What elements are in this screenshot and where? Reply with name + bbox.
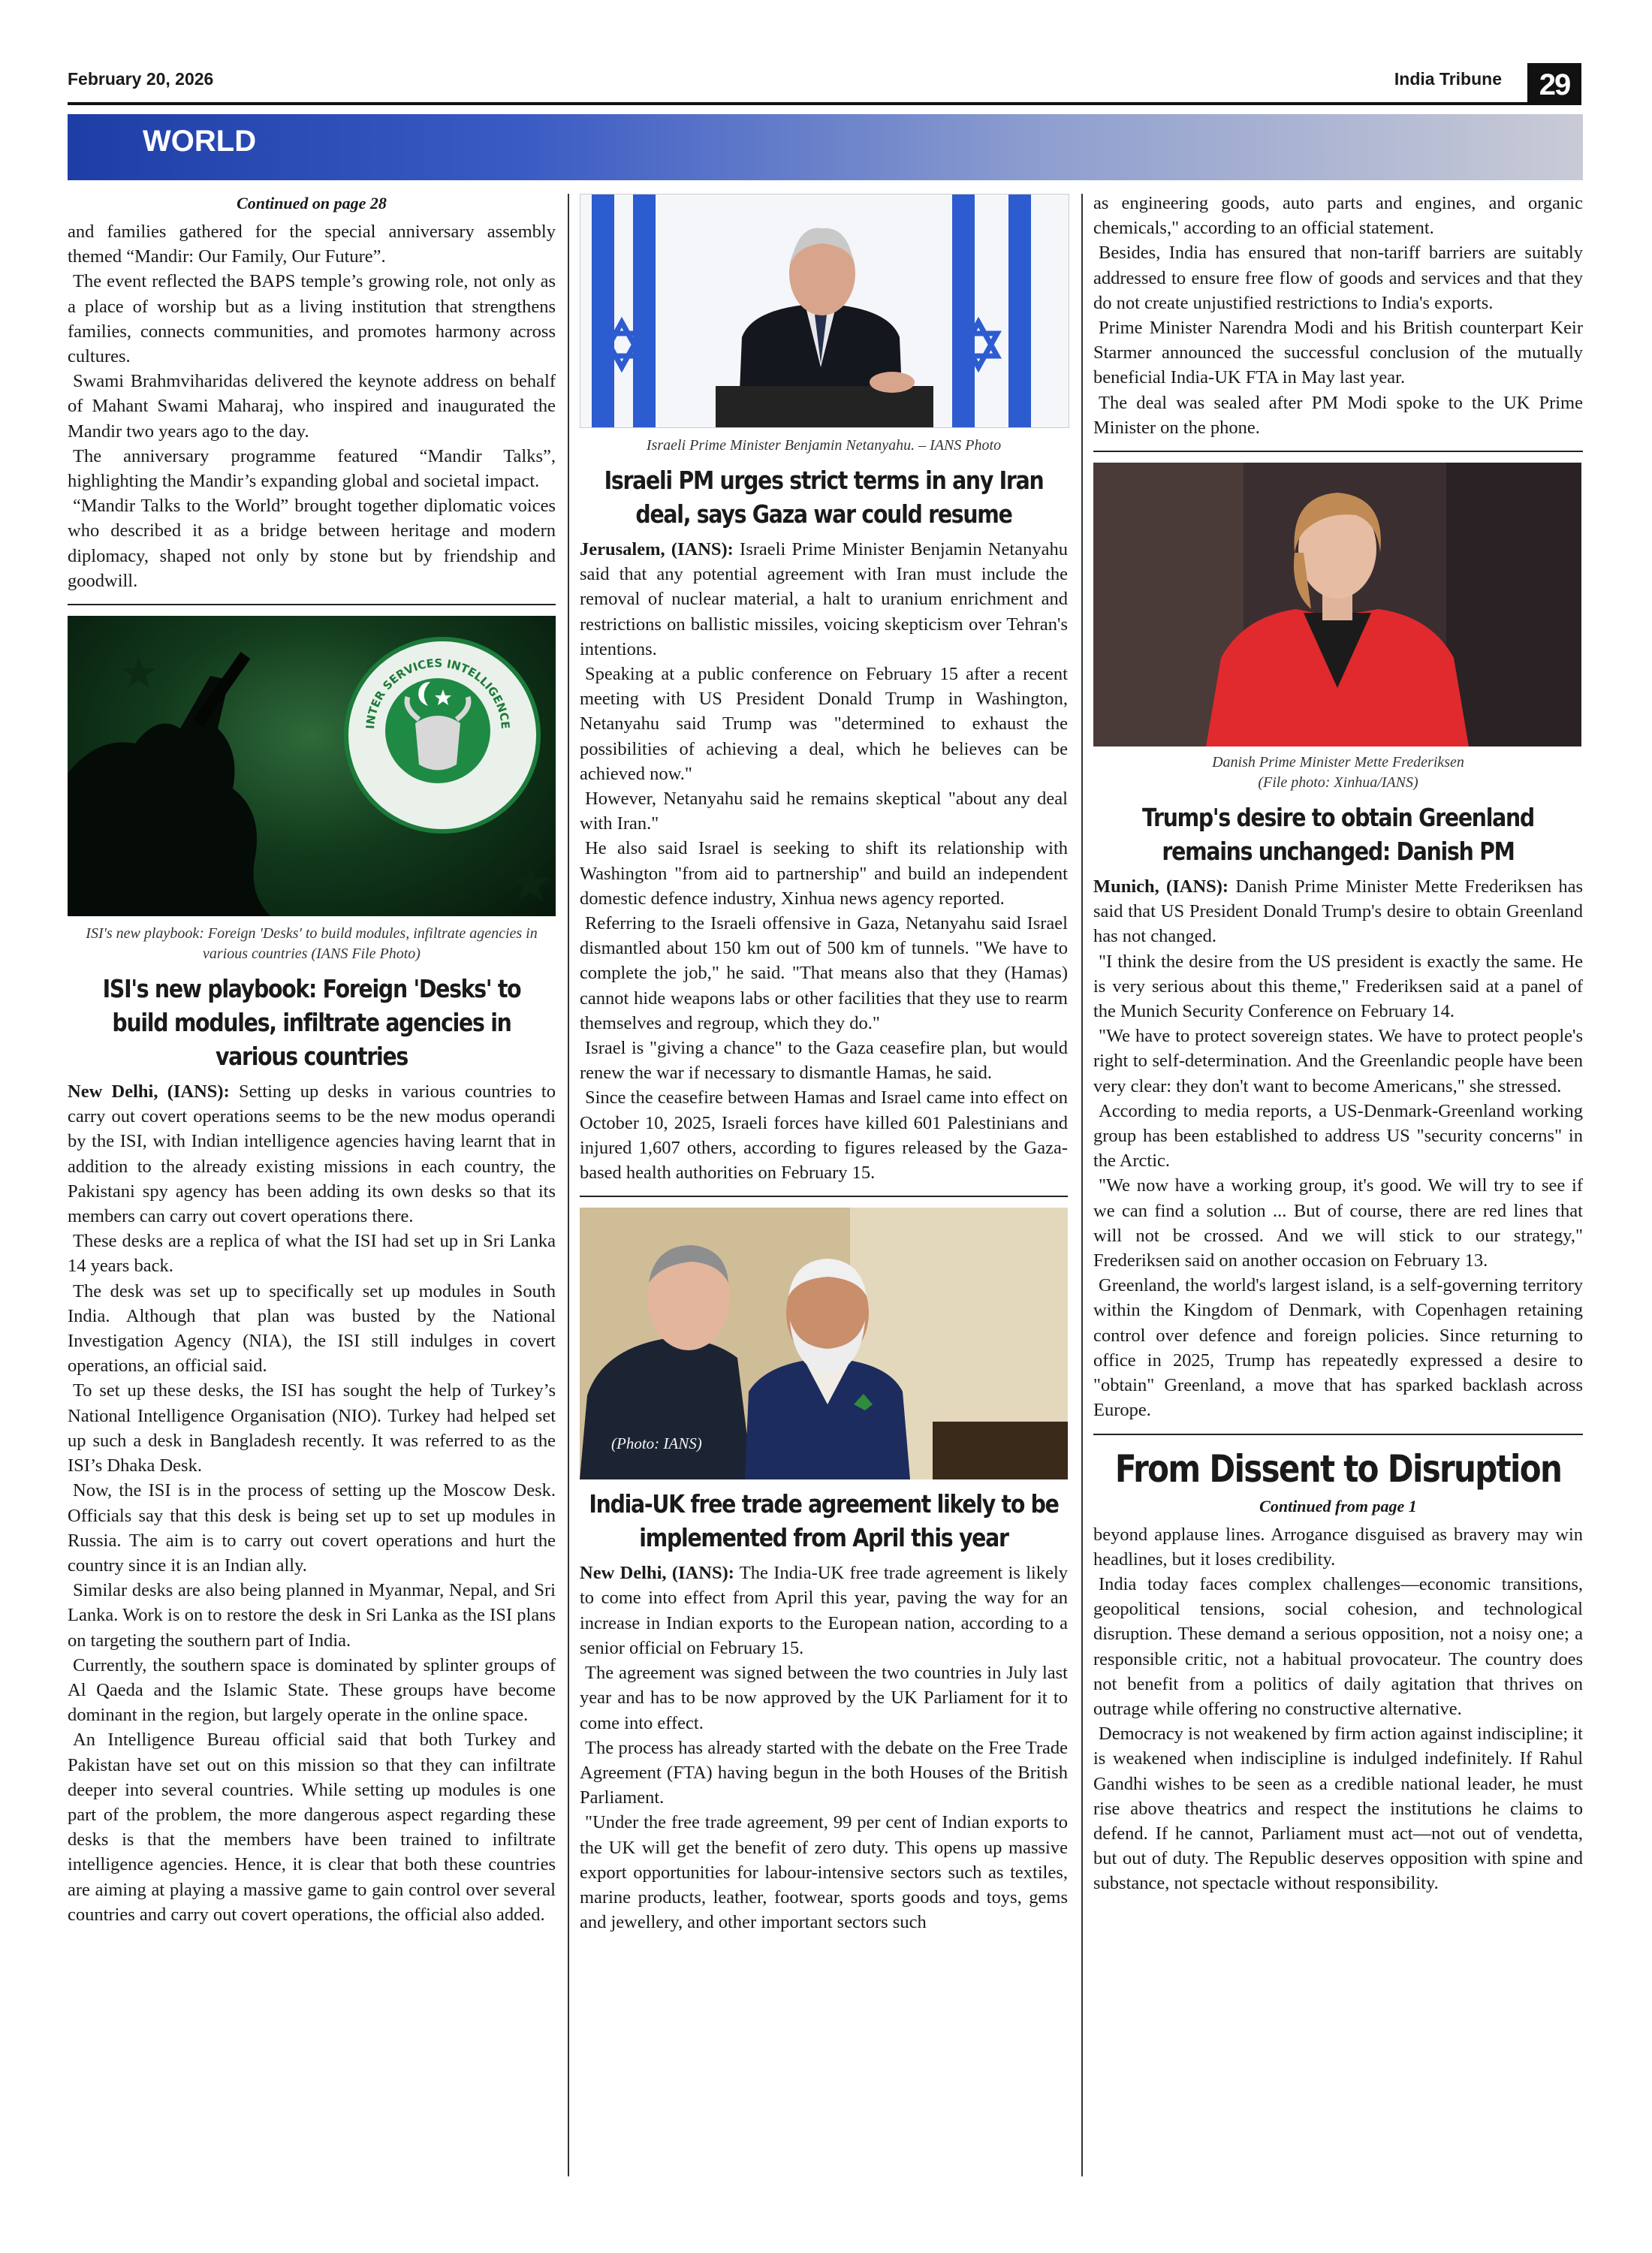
paragraph: The process has already started with the debate on the Free Trade Agreement (FTA) having begun in the both Houses of the British Parliament. (580, 1737, 1068, 1808)
header-rule (68, 102, 1527, 105)
paragraph: Besides, India has ensured that non-tariff barriers are suitably addressed to ensure free flow of goods and services and that they do not create unjustified restrictions to India's exports. (1093, 243, 1583, 313)
article-divider (580, 1196, 1068, 1197)
lead-text: Setting up desks in various countries to carry out covert operations seems to be the new modus operandi by the ISI, with Indian intelligence agencies having learnt that in addition to the already existing missions in each country, the Pakistani spy agency has been adding its own desks so that its members can carry out covert operations there. (68, 1081, 556, 1227)
paragraph: The deal was sealed after PM Modi spoke to the UK Prime Minister on the phone. (1093, 392, 1583, 438)
lead-text: The India-UK free trade agreement is likely to come into effect from April this year, paving the way for an increase in Indian exports to the European nation, according to a senior official on February 15. (580, 1563, 1069, 1658)
netanyahu-photo-caption: Israeli Prime Minister Benjamin Netanyahu. – IANS Photo (646, 437, 1002, 454)
issue-date: February 20, 2026 (68, 69, 214, 89)
paragraph: Currently, the southern space is dominated by splinter groups of Al Qaeda and the Islamic State. These groups have become dominant in the region, but largely operate in the online space. (68, 1654, 556, 1726)
paragraph: Now, the ISI is in the process of setting up the Moscow Desk. Officials say that this desk is being set up to set up modules in Russia. The aim is to carry out covert operations and hurt the country since it is an Indian ally. (68, 1480, 556, 1576)
paragraph: Prime Minister Narendra Modi and his British counterpart Keir Starmer announced the successful conclusion of the mutually beneficial India-UK FTA in May last year. (1093, 318, 1583, 388)
page-number: 29 (1527, 63, 1581, 105)
column-middle (580, 194, 1068, 1935)
paragraph: Speaking at a public conference on February 15 after a recent meeting with US President Donald Trump in Washington, Netanyahu said Trump was "determined to exhaust the possibilities of achieving a deal, which he believes can be achieved now." (580, 664, 1068, 784)
paragraph: He also said Israel is seeking to shift its relationship with Washington "from aid to partnership" and build an independent domestic defence industry, Xinhua news agency reported. (580, 838, 1068, 909)
paragraph: To set up these desks, the ISI has sought the help of Turkey’s National Intelligence Organisation (NIO). Turkey had helped set up such a desk in Bangladesh recently. It was referred to as the ISI’s Dhaka Desk. (68, 1380, 556, 1476)
fta-lead-paragraph (580, 1561, 1068, 1660)
paragraph: as engineering goods, auto parts and engines, and organic chemicals," according to an official statement. (1093, 193, 1583, 239)
paragraph: However, Netanyahu said he remains skeptical "about any deal with Iran." (580, 789, 1068, 834)
paragraph: India today faces complex challenges—economic transitions, geopolitical tensions, social cohesion, and technological disruption. These demand a serious opposition, not a noisy one; a responsible critic, not a habitual provocateur. The country does not benefit from a politics of daily agitation that thrives on outrage while offering no constructive alternative. (1093, 1573, 1583, 1719)
paragraph: According to media reports, a US-Denmark-Greenland working group has been established to address US "security concerns" in the Arctic. (1093, 1100, 1583, 1172)
continued-note: Continued on page 28 (237, 194, 387, 213)
article-divider (1093, 451, 1583, 452)
paragraph: Greenland, the world's largest island, is a self-governing territory within the Kingdom of Denmark, with Copenhagen retaining control over defence and foreign policies. Since returning to office in 2025, Trump has repeatedly expressed a desire to "obtain" Greenland, a move that has sparked backlash across Europe. (1093, 1275, 1583, 1421)
paragraph: Referring to the Israeli offensive in Gaza, Netanyahu said Israel dismantled about 150 km out of 500 km of tunnels. "We have to complete the job," he said. "That means also that they (Hamas) cannot hide weapons labs or other facilities that they use to rearm themselves and regroup, which they do." (580, 913, 1068, 1033)
article-divider (1093, 1434, 1583, 1435)
israel-lead-paragraph (580, 537, 1068, 662)
modi-starmer-photo (580, 1208, 1068, 1479)
dateline: New Delhi, (IANS): (580, 1563, 734, 1584)
lead-text: Israeli Prime Minister Benjamin Netanyahu said that any potential agreement with Iran must include the removal of nuclear material, a halt to uranium enrichment and restrictions on ballistic missiles, voicing skepticism over Tehran's intentions. (580, 539, 1068, 659)
isi-photo (68, 616, 556, 916)
section-title: WORLD (143, 125, 257, 158)
paragraph: The anniversary programme featured “Mandir Talks”, highlighting the Mandir’s expanding global and societal impact. (68, 445, 556, 492)
dissent-headline: From Dissent to Disruption (1114, 1446, 1562, 1491)
isi-lead-paragraph (68, 1079, 556, 1229)
column-divider (568, 194, 569, 2176)
paragraph: The desk was set up to specifically set up modules in South India. Although that plan was busted by the National Investigation Agency (NIA), the ISI still indulges in covert operations, an official said. (68, 1280, 556, 1377)
isi-photo-caption: ISI's new playbook: Foreign 'Desks' to build modules, infiltrate agencies in various countries (IANS File Photo) (86, 925, 538, 963)
column-left (68, 194, 556, 1927)
photo-credit: (Photo: IANS) (611, 1434, 702, 1453)
paragraph: and families gathered for the special anniversary assembly themed “Mandir: Our Family, Our Future”. (68, 222, 556, 267)
column-right (1093, 191, 1583, 1896)
paragraph: Democracy is not weakened by firm action against indiscipline; it is weakened when indiscipline is indulged indefinitely. If Rahul Gandhi wishes to be seen as a credible national leader, he must rise above theatrics and respect the institutions he claims to defend. If he cannot, Parliament must act—not out of vendetta, but out of duty. The Republic deserves opposition with spine and substance, not spectacle without responsibility. (1093, 1724, 1583, 1894)
paragraph: An Intelligence Bureau official said that both Turkey and Pakistan have set out on this mission so that they can infiltrate deeper into several countries. While setting up modules is one part of the problem, the more dangerous aspect regarding these desks is that the members have been trained to infiltrate intelligence agencies. Hence, it is clear that both these countries are aiming at playing a massive game to gain control over several countries and carry out covert operations, the official also added. (68, 1730, 556, 1925)
paragraph: "We have to protect sovereign states. We have to protect people's right to self-determination. And the Greenlandic people have been very clear: they don't want to become Americans," she stressed. (1093, 1026, 1583, 1096)
caption-line: (File photo: Xinhua/IANS) (1258, 774, 1418, 792)
column-divider (1081, 194, 1083, 2176)
svg-text:★: ★ (507, 852, 554, 915)
paragraph: "Under the free trade agreement, 99 per cent of Indian exports to the UK will get the benefit of zero duty. This opens up massive export opportunities for labour-intensive sectors such as textiles, marine products, leather, footwear, sports goods and toys, gems and jewellery, and other important sectors such (580, 1812, 1068, 1933)
dateline: Jerusalem, (IANS): (580, 539, 734, 559)
article-divider (68, 604, 556, 605)
greenland-lead-paragraph (1093, 874, 1583, 949)
section-band (68, 114, 1583, 180)
greenland-headline: Trump's desire to obtain Greenland remains unchanged: Danish PM (1142, 803, 1534, 867)
isi-headline: ISI's new playbook: Foreign 'Desks' to build modules, infiltrate agencies in various countries (102, 974, 521, 1072)
dateline: Munich, (IANS): (1093, 876, 1229, 897)
paragraph: “Mandir Talks to the World” brought together diplomatic voices who described it as a bridge between heritage and modern diplomacy, shaped not only by stone but by friendship and goodwill. (68, 496, 556, 591)
netanyahu-photo (580, 194, 1069, 428)
publication-name: India Tribune (1394, 69, 1502, 89)
fta-headline: India-UK free trade agreement likely to be implemented from April this year (589, 1489, 1059, 1553)
paragraph: Israel is "giving a chance" to the Gaza ceasefire plan, but would renew the war if necessary to dismantle Hamas, he said. (580, 1038, 1068, 1084)
paragraph: The agreement was signed between the two countries in July last year and has to be now approved by the UK Parliament for it to come into effect. (580, 1663, 1068, 1733)
frederiksen-photo (1093, 463, 1581, 746)
isi-emblem (344, 637, 541, 834)
paragraph: "We now have a working group, it's good. We will try to see if we can find a solution ... But of course, there are red lines that will not be crossed. And we will stick to our strategy," Frederiksen said on another occasion on February 13. (1093, 1175, 1583, 1271)
paragraph: These desks are a replica of what the ISI had set up in Sri Lanka 14 years back. (68, 1231, 556, 1277)
paragraph: Similar desks are also being planned in Myanmar, Nepal, and Sri Lanka. Work is on to restore the desk in Sri Lanka as the ISI plans on targeting the southern part of India. (68, 1580, 556, 1651)
caption-line: Danish Prime Minister Mette Frederiksen (1212, 754, 1464, 771)
paragraph: The event reflected the BAPS temple’s growing role, not only as a place of worship but as a living institution that strengthens families, connects communities, and promotes harmony across cultures. (68, 271, 556, 367)
paragraph: Swami Brahmviharidas delivered the keynote address on behalf of Mahant Swami Maharaj, who inspired and inaugurated the Mandir two years ago to the day. (68, 371, 556, 442)
emblem-text: INTER SERVICES INTELLIGENCE (363, 656, 513, 730)
lead-text: Danish Prime Minister Mette Frederiksen has said that US President Donald Trump's desire to obtain Greenland has not changed. (1093, 876, 1583, 947)
paragraph: "I think the desire from the US president is exactly the same. He is very serious about this theme," Frederiksen said at a panel of the Munich Security Conference on February 14. (1093, 951, 1583, 1022)
paragraph: Since the ceasefire between Hamas and Israel came into effect on October 10, 2025, Israeli forces have killed 601 Palestinians and injured 1,607 others, according to figures released by the Gaza-based health authorities on February 15. (580, 1087, 1068, 1184)
dateline: New Delhi, (IANS): (68, 1081, 230, 1102)
paragraph: beyond applause lines. Arrogance disguised as bravery may win headlines, but it loses credibility. (1093, 1524, 1583, 1570)
israel-headline: Israeli PM urges strict terms in any Iran deal, says Gaza war could resume (604, 466, 1044, 529)
frederiksen-photo-caption (1093, 753, 1583, 793)
continued-note: Continued from page 1 (1259, 1496, 1417, 1516)
